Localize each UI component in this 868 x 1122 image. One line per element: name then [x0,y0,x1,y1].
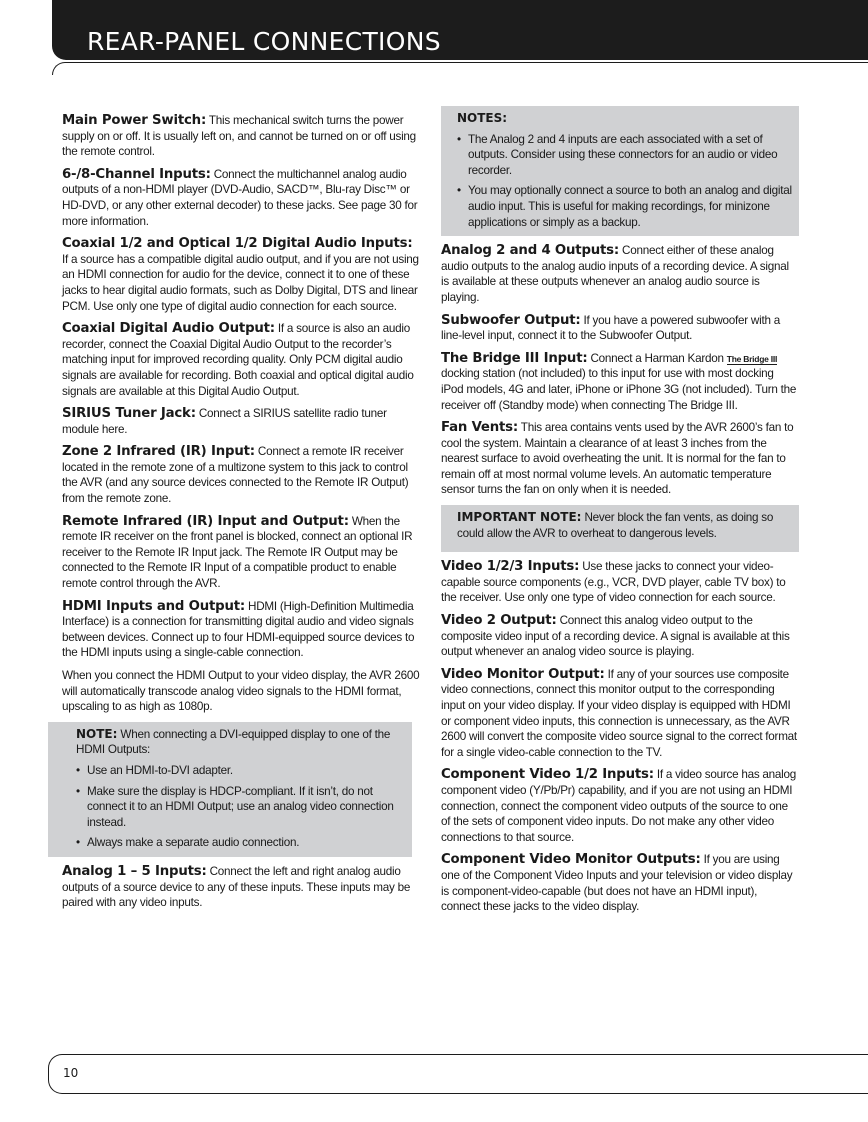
analog-outputs-paragraph [441,243,799,305]
note-bullet-text: Use an HDMI-to-DVI adapter. [87,763,233,777]
hdmi-term: HDMI Inputs and Output: [62,598,246,614]
zone2-ir-term: Zone 2 Infrared (IR) Input: [62,444,255,460]
component-monitor-text: If you are using one of the Component Video Inputs and your television or video display is component-video-capable (but does not have an HDMI input), connect these jacks to the video display. [441,853,793,914]
main-power-paragraph [62,113,420,160]
subwoofer-term: Subwoofer Output: [441,312,581,328]
zone2-ir-text: Connect a remote IR receiver located in the remote zone of a multizone system to this jack to control the AVR (and any source devices connected to the Remote IR Output) from the remote zone. [62,445,409,506]
note-intro-text: When connecting a DVI-equipped display to one of the HDMI Outputs: [76,727,391,757]
component-monitor-term: Component Video Monitor Outputs: [441,852,701,868]
important-note-box [441,505,799,552]
page-number: 10 [63,1066,79,1080]
fan-vents-paragraph [441,420,799,498]
hdmi-dvi-note-box [48,722,412,857]
note-bullet-list [76,763,406,851]
coax-optical-term: Coaxial 1/2 and Optical 1/2 Digital Audio Inputs: [62,236,413,252]
bullet-icon: • [457,132,461,146]
hdmi-paragraph [62,599,420,661]
bullet-icon: • [76,763,80,777]
analog-notes-box [441,106,799,236]
coax-output-term: Coaxial Digital Audio Output: [62,321,275,337]
notes-bullet-text: The Analog 2 and 4 inputs are each associated with a set of outputs. Consider using these connectors for an audio or video recorder. [468,132,778,177]
note-heading: NOTE: [76,726,118,741]
remote-ir-term: Remote Infrared (IR) Input and Output: [62,513,349,529]
subwoofer-text: If you have a powered subwoofer with a line-level input, connect it to the Subwoofer Output. [441,313,780,343]
notes-bullet-list [457,132,793,231]
six-eight-channel-paragraph [62,167,420,229]
main-power-term: Main Power Switch: [62,113,207,128]
bullet-icon: • [76,836,80,850]
footer-frame [48,1054,868,1094]
bullet-icon: • [76,784,80,798]
hdmi-followup-paragraph: When you connect the HDMI Output to your video display, the AVR 2600 will automatically transcode analog video signals to the HDMI format, upscaling to as high as 1080p. [62,669,420,714]
video2-output-text: Connect this analog video output to the composite video input of a recording device. A signal is available at this output whenever an analog video source is playing. [441,614,790,659]
notes-heading-line [457,111,793,127]
video2-output-term: Video 2 Output: [441,613,557,629]
fan-vents-text: This area contains vents used by the AVR 2600’s fan to cool the system. Maintain a clearance of at least 3 inches from the nearest surface to avoid overheating the unit. It is normal for the fan to remain off at most normal volume levels. An automatic temperature sensor turns the fan on only when it is needed. [441,421,794,497]
main-power-text: This mechanical switch turns the power supply on or off. It is usually left on, and cannot be turned on or off using the remote control. [62,114,416,159]
video-monitor-term: Video Monitor Output: [441,666,605,682]
remote-ir-paragraph [62,514,420,592]
video-monitor-text: If any of your sources use composite video connections, connect this monitor output to the corresponding input on your video display. If your video display is equipped with HDMI or component video inputs, this connection is unnecessary, as the AVR 2600 will convert the composite video source signal to the correct format for a single video-cable connection to the TV. [441,667,797,759]
bridge-logo-icon: The Bridge III [726,353,778,364]
remote-ir-text: When the remote IR receiver on the front panel is blocked, connect an optional IR receiver to the Remote IR Input jack. The Remote IR Output may be connected to the Remote IR Input of a compatible product to enable remote control through the AVR. [62,514,413,591]
hdmi-text: HDMI (High-Definition Multimedia Interface) is a connection for transmitting digital audio and video signals between devices. Connect up to four HDMI-equipped source devices to the HDMI inputs using a single-cable connection. [62,599,415,660]
note-bullet-item [76,784,406,831]
right-column [441,113,799,922]
fan-vents-term: Fan Vents: [441,420,519,436]
subwoofer-paragraph [441,313,799,344]
header-bar [0,0,868,76]
component-monitor-paragraph [441,852,799,914]
note-bullet-item [76,835,406,851]
sirius-paragraph [62,406,420,437]
coax-output-text: If a source is also an audio recorder, connect the Coaxial Digital Audio Output to the recorder’s matching input for improved recording quality. Only PCM digital audio signals are available for recording. Both coaxial and optical digital audio signals are available at this Digital Audio Output. [62,322,414,398]
coax-output-paragraph [62,321,420,399]
component-inputs-text: If a video source has analog component video (Y/Pb/Pr) capability, and if you are not using an HDMI connection, connect the component video outputs of the source to one of the sets of component video inputs. Do not make any other video connections to that source. [441,768,797,844]
video-monitor-paragraph [441,667,799,761]
video123-text: Use these jacks to connect your video-capable source components (e.g., VCR, DVD player, cable TV box) to the receiver. Use only one type of video connection for each source. [441,560,786,605]
analog-outputs-text: Connect either of these analog audio outputs to the analog audio inputs of a recording device. A signal is available at these outputs whenever an analog audio source is playing. [441,244,789,304]
zone2-ir-paragraph [62,444,420,506]
page-title: REAR-PANEL CONNECTIONS [87,27,441,56]
left-column [62,113,420,918]
coax-optical-paragraph [62,236,420,314]
important-note-text-line [457,510,793,541]
video123-term: Video 1/2/3 Inputs: [441,559,580,575]
important-note-heading: IMPORTANT NOTE: [457,510,582,525]
header-rule [52,62,868,75]
note-bullet-text: Always make a separate audio connection. [87,836,300,850]
component-inputs-term: Component Video 1/2 Inputs: [441,767,654,783]
notes-bullet-item [457,132,793,179]
analog-outputs-term: Analog 2 and 4 Outputs: [441,243,620,259]
six-eight-channel-text: Connect the multichannel analog audio outputs of a non-HDMI player (DVD-Audio, SACD™, Blu-ray Disc™ or HD-DVD, or any other external decoder) to these jacks. See page 30 for more information. [62,167,418,228]
analog-inputs-term: Analog 1 – 5 Inputs: [62,863,207,879]
notes-bullet-item [457,183,793,230]
sirius-term: SIRIUS Tuner Jack: [62,406,196,422]
component-inputs-paragraph [441,767,799,845]
bridge-text-before: Connect a Harman Kardon [587,351,727,365]
bridge-text-after: docking station (not included) to this input for use with most docking iPod models, 4G and later, iPhone or iPhone 3G (not included). Turn the receiver off (Standby mode) when connecting The Bridge III. [441,367,797,412]
note-bullet-item [76,763,406,779]
analog-inputs-paragraph [62,864,420,911]
bullet-icon: • [457,184,461,198]
bridge-term: The Bridge III Input: [441,350,588,366]
analog-inputs-text: Connect the left and right analog audio outputs of a source device to any of these inputs. These inputs may be paired with any video inputs. [62,864,411,910]
video2-output-paragraph [441,613,799,660]
notes-bullet-text: You may optionally connect a source to both an analog and digital audio input. This is useful for making recordings, for minizone applications or simply as a backup. [468,184,792,229]
six-eight-channel-term: 6-/8-Channel Inputs: [62,166,211,182]
note-bullet-text: Make sure the display is HDCP-compliant. If it isn’t, do not connect it to an HDMI Output; use an analog video connection instead. [87,784,394,829]
sirius-text: Connect a SIRIUS satellite radio tuner module here. [62,407,387,436]
bridge-paragraph [441,351,799,413]
notes-heading: NOTES: [457,111,508,125]
coax-optical-text: If a source has a compatible digital audio output, and if you are not using an HDMI connection for audio for the device, connect it to one of these jacks to hear digital audio formats, such as Dolby Digital, DTS and linear PCM. Use only one type of digital audio connection for each source. [62,252,419,313]
hdmi-dvi-note-intro [76,727,406,758]
important-note-text: Never block the fan vents, as doing so could allow the AVR to overheat to dangerous levels. [457,511,774,540]
video123-paragraph [441,559,799,606]
